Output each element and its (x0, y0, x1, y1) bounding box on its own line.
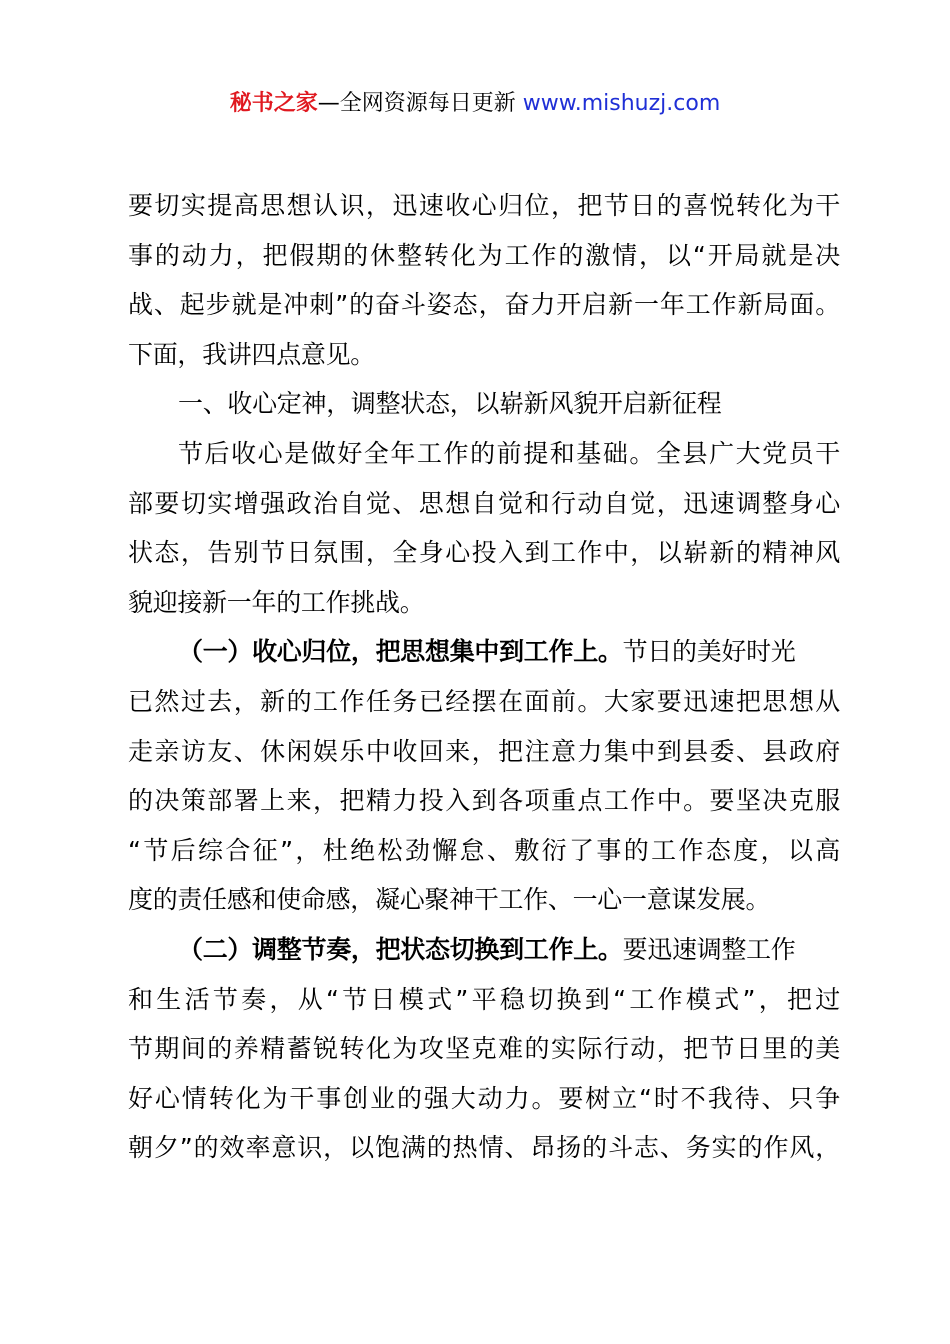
text-line (128, 528, 840, 578)
text-line (128, 677, 840, 727)
site-brand: 秘书之家 (229, 91, 318, 116)
line-text: 朝夕”的效率意识，以饱满的热情、昂扬的斗志、务实的作风， (128, 1133, 840, 1163)
text-line (128, 1074, 840, 1124)
text-line (128, 1024, 840, 1074)
subsection-line (128, 627, 840, 677)
line-text: 部要切实增强政治自觉、思想自觉和行动自觉，迅速调整身心 (128, 488, 840, 518)
section-heading (128, 379, 840, 429)
line-text: 貌迎接新一年的工作挑战。 (128, 587, 425, 617)
line-text: 战、起步就是冲刺”的奋斗姿态，奋力开启新一年工作新局面。 (128, 290, 840, 320)
line-text: 和生活节奏，从“节日模式”平稳切换到“工作模式”，把过 (128, 984, 840, 1014)
line-text: 节后收心是做好全年工作的前提和基础。全县广大党员干 (178, 438, 840, 468)
line-text: 好心情转化为干事创业的强大动力。要树立“时不我待、只争 (128, 1083, 840, 1113)
text-line (128, 231, 840, 281)
text-line (128, 429, 840, 479)
site-header (0, 86, 950, 122)
line-text: 状态，告别节日氛围，全身心投入到工作中，以崭新的精神风 (128, 538, 840, 568)
line-text: “节后综合征”，杜绝松劲懈怠、敷衍了事的工作态度，以高 (128, 835, 840, 865)
line-text: 的决策部署上来，把精力投入到各项重点工作中。要坚决克服 (128, 786, 840, 816)
section-heading-text: 一、收心定神，调整状态，以崭新风貌开启新征程 (178, 389, 722, 419)
site-url-link[interactable]: www.mishuzj.com (522, 91, 721, 116)
site-tagline: —全网资源每日更新 (317, 91, 516, 116)
text-line (128, 975, 840, 1025)
subsection-heading: （二）调整节奏，把状态切换到工作上。 (178, 934, 623, 964)
line-text: 度的责任感和使命感，凝心聚神干工作、一心一意谋发展。 (128, 885, 771, 915)
text-line (128, 776, 840, 826)
text-line (128, 826, 840, 876)
subsection-heading: （一）收心归位，把思想集中到工作上。 (178, 637, 623, 667)
line-text: 节期间的养精蓄锐转化为攻坚克难的实际行动，把节日里的美 (128, 1034, 840, 1064)
line-text: 要切实提高思想认识，迅速收心归位，把节日的喜悦转化为干 (128, 191, 840, 220)
text-line (128, 1123, 840, 1173)
subsection-line (128, 925, 840, 975)
line-text: 要迅速调整工作 (622, 934, 796, 964)
line-text: 下面，我讲四点意见。 (128, 339, 376, 369)
text-line (128, 330, 840, 380)
document-body (128, 181, 840, 1173)
line-text: 事的动力，把假期的休整转化为工作的激情，以“开局就是决 (128, 240, 840, 270)
text-line (128, 280, 840, 330)
text-line (128, 875, 840, 925)
line-text: 走亲访友、休闲娱乐中收回来，把注意力集中到县委、县政府 (128, 736, 840, 766)
line-text: 节日的美好时光 (622, 637, 796, 667)
text-line (128, 578, 840, 628)
text-line (128, 181, 840, 231)
text-line (128, 727, 840, 777)
line-text: 已然过去，新的工作任务已经摆在面前。大家要迅速把思想从 (128, 686, 840, 716)
text-line (128, 479, 840, 529)
